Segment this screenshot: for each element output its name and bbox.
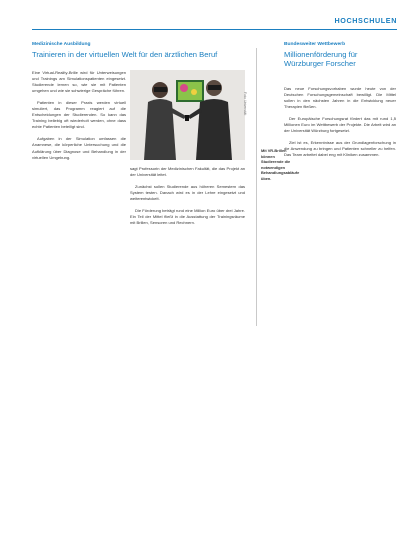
column-divider — [256, 48, 257, 326]
right-body-paragraph: Der Europäische Forschungsrat fördert das mit rund 1,5 Millionen Euro im Wettbewerb der Projekte. Die Arbeit wird an der Universität Würzburg fortgesetzt. — [284, 116, 396, 134]
photo-caption: Mit VR-Brillen können Studierende die notwendigen Behandlungsabläufe üben. — [261, 148, 300, 181]
right-body-paragraph: Das neue Forschungsvorhaben wurde heute von der Deutschen Forschungsgemeinschaft bewilligt. Die Mittel sollen in den nächsten Jahren in die Entwicklung neuer Therapien fließen. — [284, 86, 396, 110]
left-col1-paragraph: Aufgaben in der Simulation umfassen die Anamnese, die körperliche Untersuchung und die Aufklärung über Diagnose und Behandlung in der virtuellen Umgebung. — [32, 136, 126, 160]
left-article-col2 — [130, 166, 245, 326]
left-col1-paragraph: Eine Virtual-Reality-Brille wird für Unterweisungen und Trainings am Simulationspatienten eingesetzt. Studierende lernen so, wie sie mit Patienten umgehen und wie sie schwierige Gespräche führen. — [32, 70, 126, 94]
left-col2-paragraph: sagt Professorin der Medizinischen Fakultät, die das Projekt an der Universität leitet. — [130, 166, 245, 178]
vr-headset-icon — [154, 87, 167, 92]
section-label: HOCHSCHULEN — [334, 16, 397, 25]
vr-photo — [130, 70, 245, 160]
right-article-kicker: Bundesweiter Wettbewerb — [284, 42, 346, 47]
left-col2-paragraph: Zunächst sollen Studierende aus höheren Semestern das System testen. Danach wird es in der Lehre eingesetzt und weiterentwickelt. — [130, 184, 245, 202]
right-article-headline: Millionenförderung für Würzburger Forscher — [284, 50, 358, 69]
controller-icon — [185, 115, 189, 121]
left-article-col1 — [32, 70, 126, 325]
left-article-headline: Trainieren in der virtuellen Welt für den ärztlichen Beruf — [32, 50, 218, 59]
vr-headset-icon — [208, 85, 221, 90]
right-body-paragraph: Ziel ist es, Erkenntnisse aus der Grundlagenforschung in die Anwendung zu bringen und Patienten schneller zu helfen. Das Team arbeitet dabei eng mit Kliniken zusammen. — [284, 140, 396, 158]
left-col1-paragraph: Patienten in dieser Praxis werden virtuell simuliert, das Programm reagiert auf die Entscheidungen der Studierenden. So kann das Training beliebig oft wiederholt werden, ohne dass echte Patienten beteiligt sind. — [32, 100, 126, 130]
right-article-body — [284, 86, 396, 326]
vr-photo-illustration — [130, 70, 245, 160]
section-divider — [32, 29, 397, 30]
left-article-kicker: Medizinische Ausbildung — [32, 42, 91, 47]
left-col2-paragraph: Die Förderung beträgt rund eine Million Euro über drei Jahre. Ein Teil der Mittel fließt in die Ausstattung der Trainingsräume mit Brillen, Sensoren und Rechnern. — [130, 208, 245, 226]
photo-credit: Foto: Universität — [243, 92, 247, 116]
